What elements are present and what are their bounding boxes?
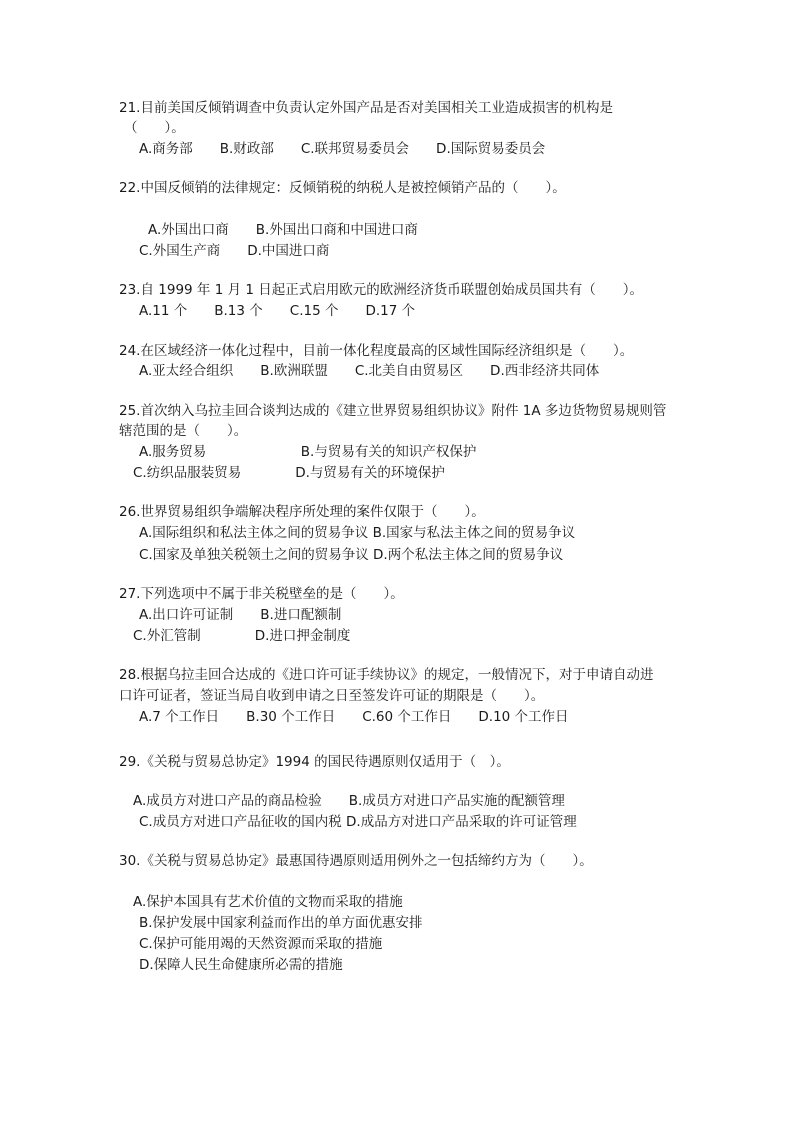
question-27-stem: 27.下列选项中不属于非关税壁垒的是（ ）。: [119, 586, 404, 602]
question-27-options-line-1: A.出口许可证制 B.进口配额制: [139, 607, 342, 623]
question-25-options-line-1: A.服务贸易 B.与贸易有关的知识产权保护: [139, 444, 477, 460]
question-30-stem: 30.《关税与贸易总协定》最惠国待遇原则适用例外之一包括缔约方为（ ）。: [119, 853, 593, 869]
question-28-stem-line-2: 口许可证者，签证当局自收到申请之日至签发许可证的期限是（ ）。: [119, 688, 545, 704]
question-25-options-line-2: C.纺织品服装贸易 D.与贸易有关的环境保护: [133, 465, 445, 481]
question-24-stem: 24.在区域经济一体化过程中，目前一体化程度最高的区域性国际经济组织是（ ）。: [119, 343, 634, 359]
question-22-options-line-2: C.外国生产商 D.中国进口商: [139, 243, 330, 259]
question-27-options-line-2: C.外汇管制 D.进口押金制度: [133, 628, 351, 644]
question-30-option-a: A.保护本国具有艺术价值的文物而采取的措施: [133, 894, 403, 910]
question-25-stem-line-1: 25.首次纳入乌拉圭回合谈判达成的《建立世界贸易组织协议》附件 1A 多边货物贸易规则管: [119, 403, 667, 419]
question-21-stem-line-2: （ ）。: [124, 120, 185, 136]
question-30-option-c: C.保护可能用竭的天然资源而采取的措施: [139, 936, 383, 952]
question-29-options-line-1: A.成员方对进口产品的商品检验 B.成员方对进口产品实施的配额管理: [133, 793, 565, 809]
question-26-options-line-1: A.国际组织和私法主体之间的贸易争议 B.国家与私法主体之间的贸易争议: [139, 525, 576, 541]
question-29-options-line-2: C.成员方对进口产品征收的国内税 D.成品方对进口产品采取的许可证管理: [139, 814, 577, 830]
question-24-options: A.亚太经合组织 B.欧洲联盟 C.北美自由贸易区 D.西非经济共同体: [139, 363, 600, 379]
question-26-stem: 26.世界贸易组织争端解决程序所处理的案件仅限于（ ）。: [119, 504, 485, 520]
question-26-options-line-2: C.国家及单独关税领土之间的贸易争议 D.两个私法主体之间的贸易争议: [139, 547, 564, 563]
question-21-options: A.商务部 B.财政部 C.联邦贸易委员会 D.国际贸易委员会: [139, 141, 546, 157]
question-30-option-d: D.保障人民生命健康所必需的措施: [139, 957, 343, 973]
question-30-option-b: B.保护发展中国家利益而作出的单方面优惠安排: [139, 915, 423, 931]
question-22-stem: 22.中国反倾销的法律规定：反倾销税的纳税人是被控倾销产品的（ ）。: [119, 180, 566, 196]
question-23-stem: 23.自 1999 年 1 月 1 日起正式启用欧元的欧洲经济货币联盟创始成员国共有（ ）。: [119, 282, 644, 298]
question-28-options: A.7 个工作日 B.30 个工作日 C.60 个工作日 D.10 个工作日: [139, 709, 569, 725]
question-29-stem: 29.《关税与贸易总协定》1994 的国民待遇原则仅适用于（ ）。: [119, 754, 510, 770]
question-28-stem-line-1: 28.根据乌拉圭回合达成的《进口许可证手续协议》的规定，一般情况下，对于申请自动进: [119, 667, 654, 683]
question-21-stem-line-1: 21.目前美国反倾销调查中负责认定外国产品是否对美国相关工业造成损害的机构是: [119, 100, 613, 116]
question-23-options: A.11 个 B.13 个 C.15 个 D.17 个: [139, 303, 416, 319]
question-22-options-line-1: A.外国出口商 B.外国出口商和中国进口商: [148, 222, 418, 238]
question-25-stem-line-2: 辖范围的是（ ）。: [119, 423, 248, 439]
